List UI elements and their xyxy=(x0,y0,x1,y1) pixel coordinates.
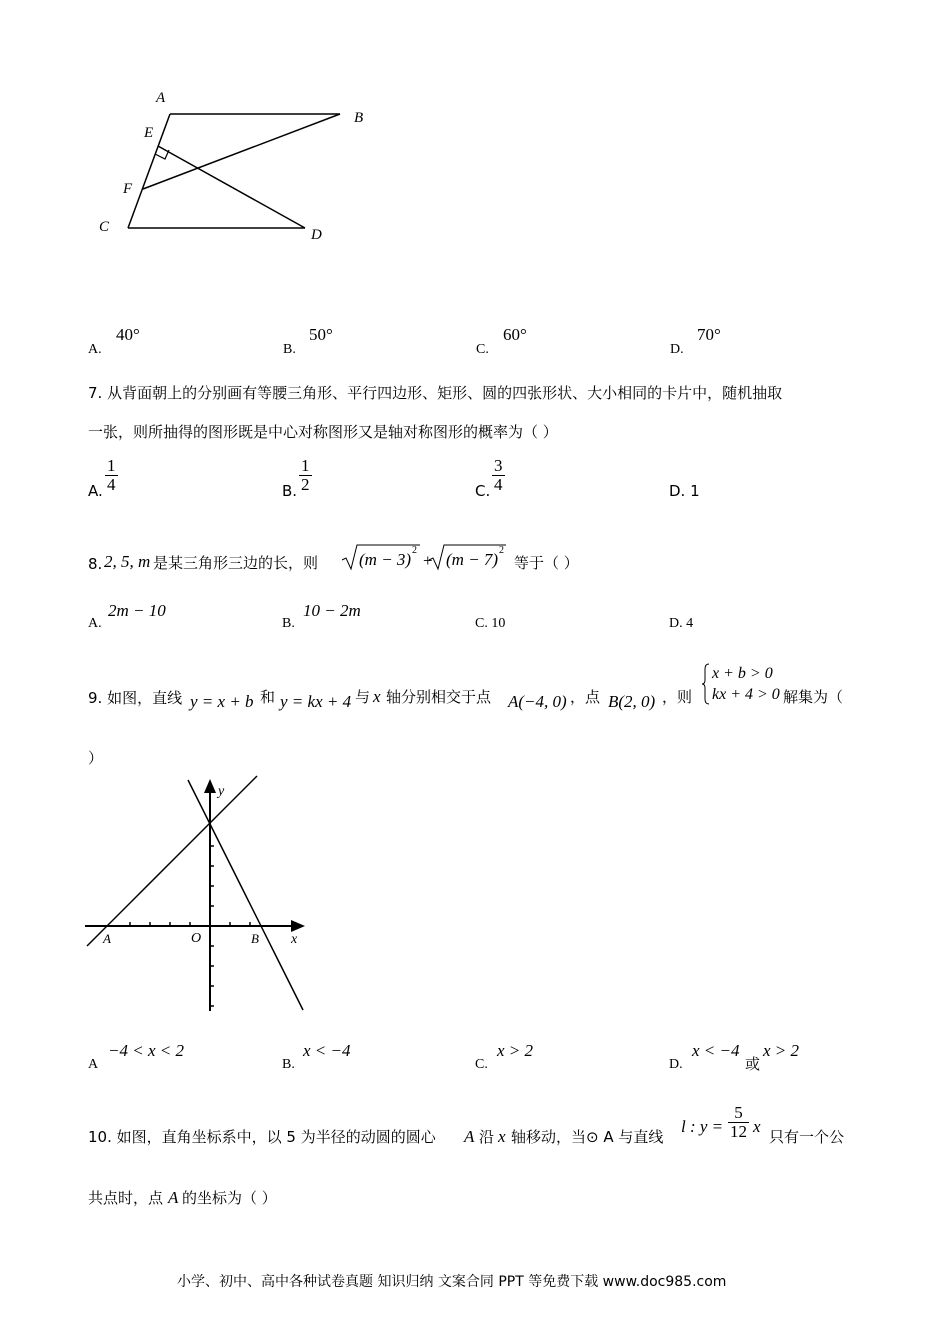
graph-label-y: y xyxy=(218,784,225,799)
q6-option-a-value: 40° xyxy=(116,325,140,344)
q9-comma: ，点 xyxy=(570,688,601,706)
q10-a2: A xyxy=(168,1188,179,1207)
q9-option-d-value1: x < −4 xyxy=(692,1041,740,1060)
q8-exp1: 2 xyxy=(412,545,417,556)
q8-option-a-value: 2m − 10 xyxy=(108,601,166,620)
q7-line2: 一张，则所抽得的图形既是中心对称图形又是轴对称图形的概率为（ ） xyxy=(88,423,558,441)
q8-radicand2: (m − 7) xyxy=(446,550,499,569)
q7-option-c-letter: C. xyxy=(475,482,491,500)
q10-x: x xyxy=(498,1127,506,1146)
q7-line1: 7. 从背面朝上的分别画有等腰三角形、平行四边形、矩形、圆的四张形状、大小相同的卡片中，随机抽取 xyxy=(88,384,783,402)
q6-option-b-value: 50° xyxy=(309,325,333,344)
page-footer: 小学、初中、高中各种试卷真题 知识归纳 文案合同 PPT 等免费下载 www.doc985.com xyxy=(177,1274,727,1290)
q7-option-b-letter: B. xyxy=(282,482,298,500)
q6-option-d-letter: D. xyxy=(670,342,684,357)
q9-option-d-letter: D. xyxy=(669,1057,683,1072)
q9-option-c-value: x > 2 xyxy=(497,1041,534,1060)
q9-point-b: B(2, 0) xyxy=(608,692,656,711)
graph-label-x: x xyxy=(291,932,298,947)
q6-option-c-letter: C. xyxy=(476,342,489,357)
q7-option-a-fraction: $\frac{1}{4}$ xyxy=(107,456,116,494)
brace-icon xyxy=(702,663,710,705)
q8-plus: + xyxy=(423,551,433,570)
q10-line2a: 共点时，点 xyxy=(88,1189,164,1207)
q6-option-d-value: 70° xyxy=(697,325,721,344)
q9-option-d-value2: x > 2 xyxy=(763,1041,800,1060)
q9-prefix: 9. 如图，直线 xyxy=(88,689,183,707)
q10-tail: 只有一个公 xyxy=(769,1128,845,1146)
q10-mid1: 沿 xyxy=(479,1128,495,1146)
q9-coordinate-graph xyxy=(85,775,315,1015)
label-c: C xyxy=(99,219,110,235)
q9-option-a-letter: A xyxy=(88,1057,99,1072)
q6-option-c-value: 60° xyxy=(503,325,527,344)
segment-bf xyxy=(143,114,340,189)
q9-then: ，则 xyxy=(662,688,693,706)
q10-slope-fraction: $\frac{5}{12}$ xyxy=(730,1103,747,1141)
line-y-equals-kx-plus-4 xyxy=(188,780,303,1010)
q9-mid: 与 xyxy=(355,688,371,706)
q10-line2b: 的坐标为（ ） xyxy=(182,1189,277,1207)
q6-option-b-letter: B. xyxy=(283,342,296,357)
q8-option-b-letter: B. xyxy=(282,616,295,631)
geometry-figure xyxy=(90,80,390,255)
q8-option-c: C. 10 xyxy=(475,616,506,631)
q9-mid2: 轴分别相交于点 xyxy=(386,688,492,706)
label-d: D xyxy=(311,227,322,243)
q8-exp2: 2 xyxy=(499,545,504,556)
graph-label-b: B xyxy=(251,931,259,946)
q9-option-b-value: x < −4 xyxy=(303,1041,351,1060)
q9-option-c-letter: C. xyxy=(475,1057,488,1072)
q10-xv: x xyxy=(753,1117,761,1136)
graph-label-o: O xyxy=(191,931,202,946)
q8-text2: 等于（ ） xyxy=(514,554,579,572)
q10-a1: A xyxy=(464,1127,475,1146)
label-e: E xyxy=(144,125,154,141)
q10-prefix: 10. 如图，直角坐标系中，以 5 为半径的动圆的圆心 xyxy=(88,1128,436,1146)
q8-text1: 是某三角形三边的长，则 xyxy=(153,554,319,572)
q9-option-d-or: 或 xyxy=(745,1055,761,1073)
q8-option-b-value: 10 − 2m xyxy=(303,601,361,620)
q9-option-b-letter: B. xyxy=(282,1057,295,1072)
q9-tail: 解集为（ xyxy=(783,688,844,706)
q9-close-paren: ） xyxy=(88,749,104,767)
q8-option-a-letter: A. xyxy=(88,616,102,631)
q8-radicand1: (m − 3) xyxy=(359,550,412,569)
q6-option-a-letter: A. xyxy=(88,342,102,357)
q9-eq1: y = x + b xyxy=(190,692,254,711)
q7-option-b-fraction: $\frac{1}{2}$ xyxy=(301,456,310,494)
q9-eq2: y = kx + 4 xyxy=(280,692,352,711)
q9-point-a: A(−4, 0) xyxy=(508,692,567,711)
segment-ed xyxy=(158,146,305,228)
graph-label-a: A xyxy=(103,931,111,946)
q10-line-lhs: l : y = xyxy=(681,1117,724,1136)
q10-mid2: 轴移动，当⊙ A 与直线 xyxy=(511,1128,664,1146)
line-y-equals-x-plus-b xyxy=(87,776,257,946)
q8-sides: 2, 5, m xyxy=(104,552,151,571)
q8-option-d: D. 4 xyxy=(669,616,694,631)
y-axis-arrow-icon xyxy=(204,779,216,793)
label-a: A xyxy=(156,90,166,106)
q7-option-d: D. 1 xyxy=(669,482,700,500)
q9-and: 和 xyxy=(260,688,276,706)
label-f: F xyxy=(123,181,133,197)
q9-system-line2: kx + 4 > 0 xyxy=(712,686,780,703)
q7-option-c-fraction: $\frac{3}{4}$ xyxy=(494,456,503,494)
label-b: B xyxy=(354,110,364,126)
q7-option-a-letter: A. xyxy=(88,482,103,500)
q9-option-a-value: −4 < x < 2 xyxy=(108,1041,184,1060)
q9-xvar: x xyxy=(373,687,381,706)
x-axis-arrow-icon xyxy=(291,920,305,932)
q9-system-line1: x + b > 0 xyxy=(712,665,773,682)
q8-number: 8. xyxy=(88,555,103,573)
